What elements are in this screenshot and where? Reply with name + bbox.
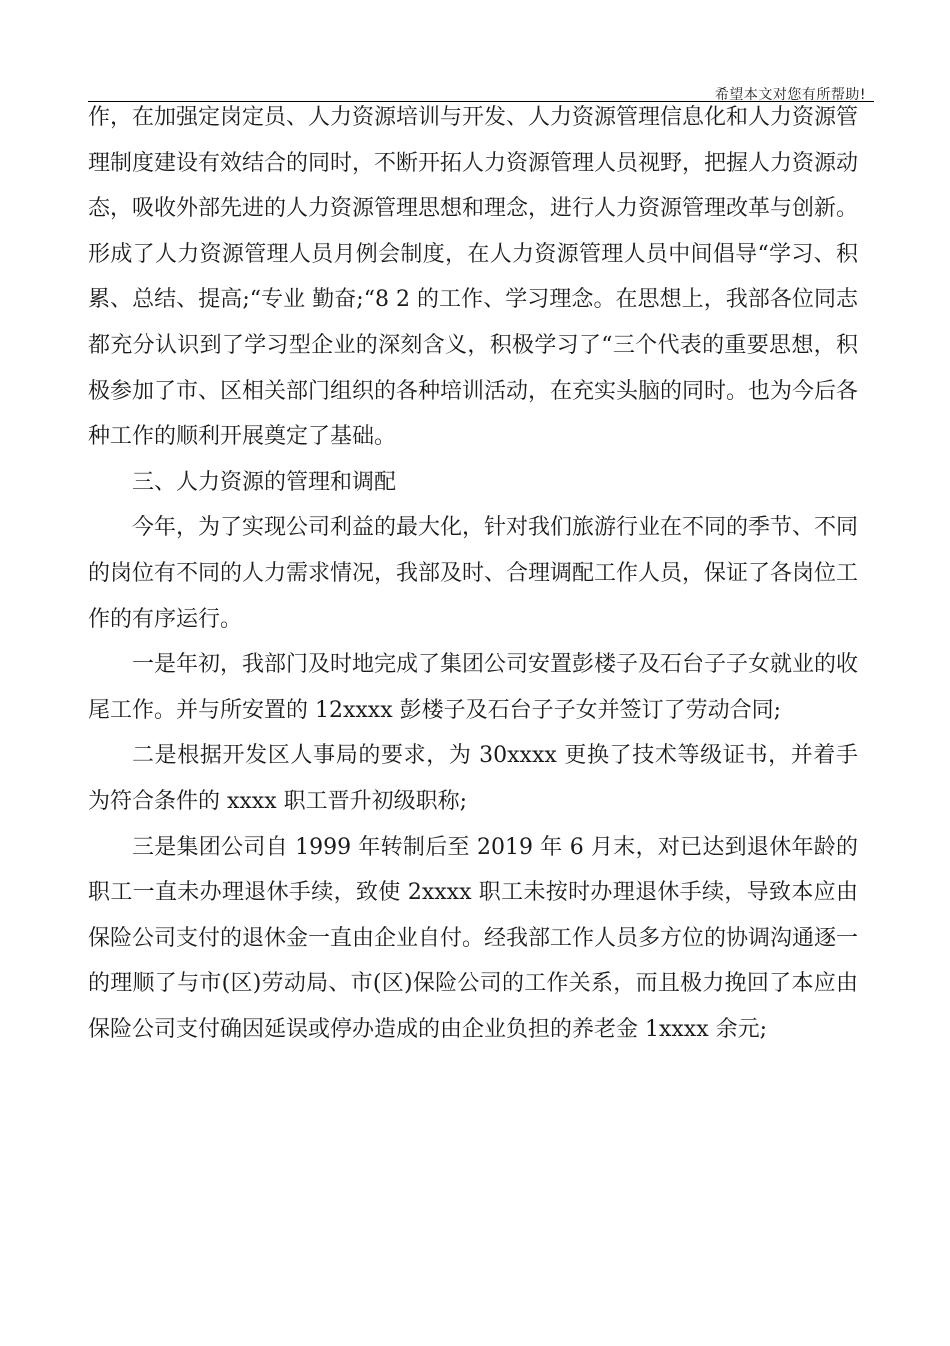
paragraph: 三是集团公司自 1999 年转制后至 2019 年 6 月末，对已达到退休年龄的职工一直未办理退休手续，致使 2xxxx 职工未按时办理退休手续，导致本应由保险公司支付的退休金一直由企业自付。经我部工作人员多方位的协调沟通逐一的理顺了与市(区)劳动局、市(区)保险公司的工作关系，而且极力挽回了本应由保险公司支付确因延误或停办造成的由企业负担的养老金 1xxxx 余元;	[88, 834, 859, 1042]
paragraph: 二是根据开发区人事局的要求，为 30xxxx 更换了技术等级证书，并着手为符合条件的 xxxx 职工晋升初级职称;	[88, 743, 858, 814]
paragraph: 作，在加强定岗定员、人力资源培训与开发、人力资源管理信息化和人力资源管理制度建设有效结合的同时，不断开拓人力资源管理人员视野，把握人力资源动态，吸收外部先进的人力资源管理思想和理念，进行人力资源管理改革与创新。形成了人力资源管理人员月例会制度，在人力资源管理人员中间倡导“学习、积累、总结、提高;“专业 勤奋;“8 2 的工作、学习理念。在思想上，我部各位同志都充分认识到了学习型企业的深刻含义，积极学习了“三个代表的重要思想，积极参加了市、区相关部门组织的各种培训活动，在充实头脑的同时。也为今后各种工作的顺利开展奠定了基础。	[88, 105, 859, 450]
paragraph: 今年，为了实现公司利益的最大化，针对我们旅游行业在不同的季节、不同的岗位有不同的人力需求情况，我部及时、合理调配工作人员，保证了各岗位工作的有序运行。	[88, 515, 859, 632]
section-heading: 三、人力资源的管理和调配	[132, 469, 397, 495]
paragraph: 一是年初，我部门及时地完成了集团公司安置彭楼子及石台子子女就业的收尾工作。并与所安置的 12xxxx 彭楼子及石台子子女并签订了劳动合同;	[88, 652, 859, 723]
document-body	[88, 95, 858, 1052]
header-note: 希望本文对您有所帮助!	[714, 87, 866, 103]
